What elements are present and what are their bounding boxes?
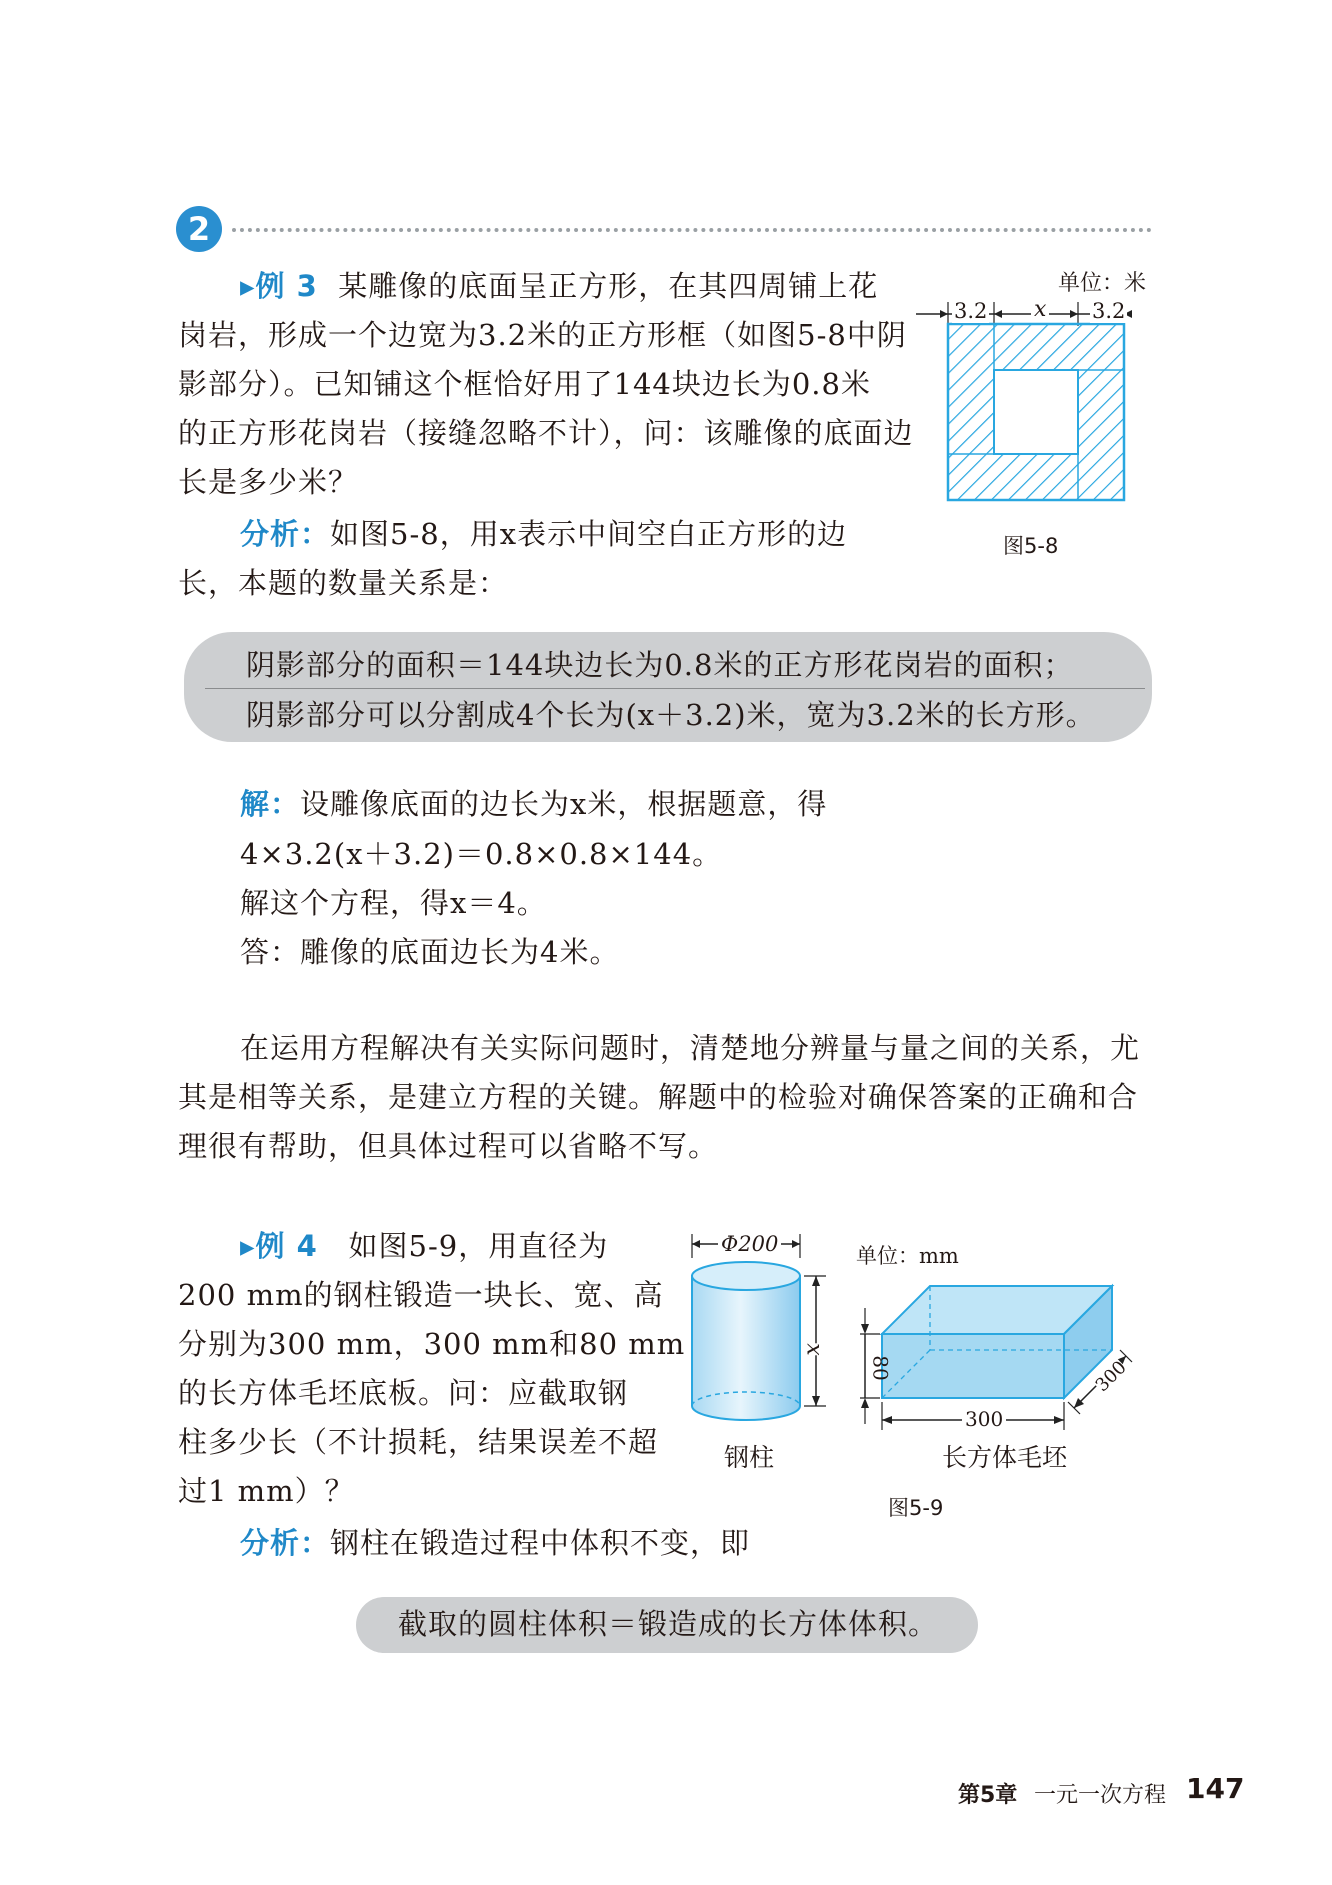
figure59-box-depth: 300 [1091, 1356, 1131, 1397]
example4-analysis-line [240, 1519, 750, 1568]
solution-line-1 [240, 780, 827, 829]
example3-line-4: 的正方形花岗岩（接缝忽略不计），问：该雕像的底面边 [178, 416, 914, 450]
summary-line-1: 在运用方程解决有关实际问题时，清楚地分辨量与量之间的关系，尤 [240, 1031, 1141, 1065]
example4-line-2: 200 mm的钢柱锻造一块长、宽、高 [178, 1278, 664, 1312]
example3-analysis-line-1 [240, 510, 847, 559]
figure59-box-caption: 长方体毛坯 [942, 1443, 1068, 1472]
figure58-dim-mid: x [1031, 297, 1049, 322]
example4-line-5: 柱多少长（不计损耗，结果误差不超 [178, 1425, 659, 1459]
figure59-unit: 单位：mm [856, 1244, 959, 1268]
figure58-diagram [910, 292, 1170, 552]
example4-line-1: 如图5-9，用直径为 [348, 1229, 609, 1263]
example4-line-6: 过1 mm）？ [178, 1474, 355, 1508]
figure59-height-label: x [801, 1343, 827, 1356]
example4-analysis-label: 分析： [240, 1526, 331, 1560]
example3-label: ▸例 3 [240, 269, 318, 303]
figure59-caption: 图5-9 [888, 1496, 944, 1520]
relation-line-1: 阴影部分的面积＝144块边长为0.8米的正方形花岗岩的面积； [246, 648, 1074, 682]
example3-line-2: 岗岩，形成一个边宽为3.2米的正方形框（如图5-8中阴 [178, 318, 907, 352]
solution-text-1: 设雕像底面的边长为x米，根据题意，得 [300, 787, 828, 821]
footer-chapter: 第5章 [958, 1783, 1018, 1808]
figure59-diameter: Φ200 [718, 1232, 781, 1256]
footer-title: 一元一次方程 [1034, 1783, 1167, 1808]
figure58-dim-right: 3.2 [1092, 299, 1126, 323]
solution-line-2: 4×3.2(x＋3.2)＝0.8×0.8×144。 [240, 837, 723, 871]
section-divider [232, 228, 1152, 232]
figure59-cylinder [680, 1230, 840, 1450]
section-number-badge: 2 [176, 206, 222, 252]
example4-line-3: 分别为300 mm，300 mm和80 mm [178, 1327, 686, 1361]
solution-line-3: 解这个方程，得x＝4。 [240, 886, 547, 920]
figure59-box-width: 300 [962, 1407, 1006, 1431]
example4-label: ▸例 4 [240, 1229, 318, 1263]
example3-analysis-text-1: 如图5-8，用x表示中间空白正方形的边 [330, 517, 848, 551]
solution-line-4: 答：雕像的底面边长为4米。 [240, 935, 620, 969]
example3-analysis-label: 分析： [240, 517, 331, 551]
solution-label: 解： [240, 787, 301, 821]
page-number: 147 [1186, 1772, 1245, 1805]
relation-line-2: 阴影部分可以分割成4个长为(x＋3.2)米，宽为3.2米的长方形。 [246, 698, 1096, 732]
example3-line-3: 影部分）。已知铺这个框恰好用了144块边长为0.8米 [178, 367, 871, 401]
example4-line-4: 的长方体毛坯底板。问：应截取钢 [178, 1376, 629, 1410]
figure58-caption: 图5-8 [1003, 534, 1059, 558]
example3-analysis-line-2: 长，本题的数量关系是： [178, 566, 509, 600]
example3-first-line [240, 262, 878, 311]
figure59-cylinder-caption: 钢柱 [724, 1443, 775, 1472]
example4-first-line [240, 1222, 608, 1271]
example3-line-5: 长是多少米？ [178, 465, 359, 499]
figure59-box-height: 80 [868, 1355, 893, 1381]
figure58-dim-left: 3.2 [954, 299, 988, 323]
example3-line-1: 某雕像的底面呈正方形，在其四周铺上花 [338, 269, 879, 303]
summary-line-3: 理很有帮助，但具体过程可以省略不写。 [178, 1129, 719, 1163]
example4-analysis-text: 钢柱在锻造过程中体积不变，即 [330, 1526, 751, 1560]
summary-line-2: 其是相等关系，是建立方程的关键。解题中的检验对确保答案的正确和合 [178, 1080, 1139, 1114]
figure58-unit: 单位：米 [1058, 271, 1147, 296]
example4-relation: 截取的圆柱体积＝锻造成的长方体体积。 [398, 1607, 939, 1641]
